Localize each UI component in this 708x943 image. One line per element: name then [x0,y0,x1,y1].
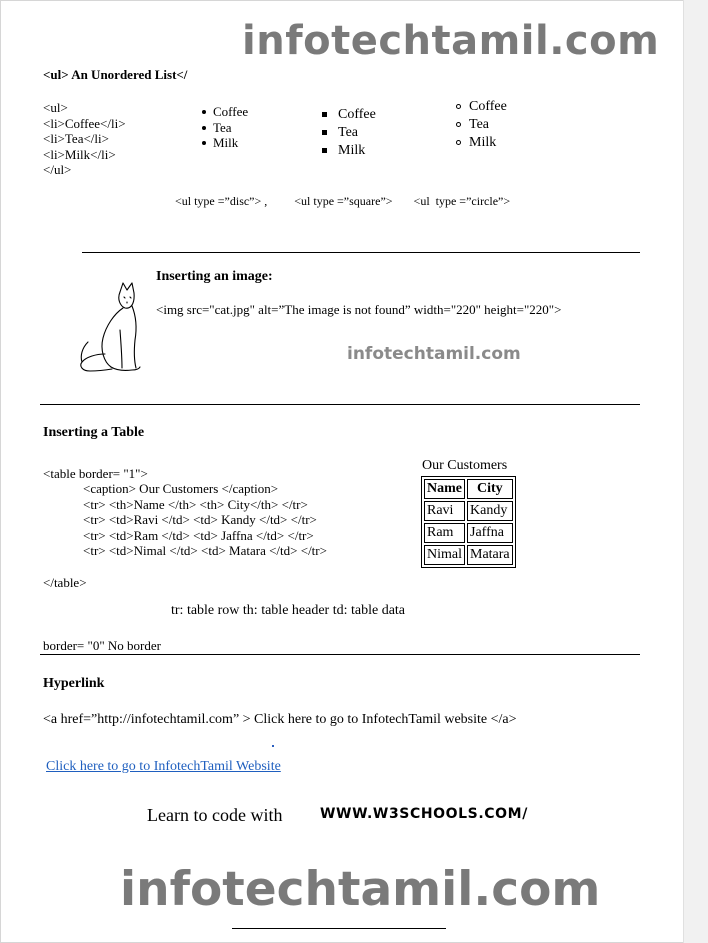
ul-code-line: <li>Coffee</li> [43,115,126,131]
image-heading: Inserting an image: [156,269,273,284]
square-list [320,106,376,160]
customers-table [421,476,516,568]
list-item: Coffee [201,104,248,120]
table-code-line: <tr> <td>Nimal </td> <td> Matara </td> </tr> [83,543,327,558]
hyperlink-heading: Hyperlink [43,676,105,691]
table-code-line: <tr> <td>Ram </td> <td> Jaffna </td> </tr> [83,527,314,543]
border-note: border= "0" No border [43,638,161,653]
disc-list [201,104,248,151]
table-cell: Jaffna [467,523,513,543]
ul-code-line: </ul> [43,162,72,177]
scrollbar[interactable] [683,0,708,943]
list-item: Milk [201,135,248,151]
table-tags-legend: tr: table row th: table header td: table data [171,603,406,618]
table-row [424,545,513,565]
ul-type-caption: <ul type =”disc”> , <ul type =”square”> <ul type =”circle”> [175,194,511,208]
table-row [424,523,513,543]
divider [40,654,640,655]
learn-text: Learn to code with [147,805,283,825]
image-code: <img src="cat.jpg" alt=”The image is not found” width="220" height="220"> [156,302,562,317]
ul-code-line: <li>Tea</li> [43,131,109,146]
ul-code-line: <li>Milk</li> [43,146,116,162]
table-code-indented [83,481,327,559]
table-cell: Ravi [424,501,465,521]
w3schools-logo: WWW.W3SCHOOLS.COM/ [320,806,528,822]
list-item: Coffee [320,106,376,124]
table-header-cell: Name [424,479,465,499]
table-code-first: <table border= "1"> [43,466,148,481]
table-cell: Ram [424,523,465,543]
watermark-bottom: infotechtamil.com [120,862,601,917]
list-item: Coffee [455,98,507,116]
table-header-cell: City [467,479,513,499]
table-code-line: <tr> <td>Ravi </td> <td> Kandy </td> </tr> [83,512,317,527]
table-code-line: <tr> <th>Name </th> <th> City</th> </tr> [83,496,308,512]
ul-code-line: <ul> [43,100,68,115]
circle-list [455,98,507,152]
table-cell: Kandy [467,501,513,521]
watermark-top: infotechtamil.com [242,18,660,64]
table-row [424,501,513,521]
table-caption: Our Customers [422,458,508,473]
ul-heading: <ul> An Unordered List</ [43,67,188,82]
list-item: Milk [320,142,376,160]
cat-sketch-icon [76,282,152,374]
table-heading: Inserting a Table [43,425,145,440]
hyperlink-code: <a href=”http://infotechtamil.com” > Click here to go to InfotechTamil website </a> [43,712,517,727]
table-cell: Nimal [424,545,465,565]
infotechtamil-link[interactable]: Click here to go to InfotechTamil Website [46,759,281,774]
list-item: Milk [455,134,507,152]
ul-code-block [43,100,126,178]
list-item: Tea [201,120,248,136]
watermark-middle: infotechtamil.com [347,344,521,364]
list-item: Tea [455,116,507,134]
stray-mark [272,745,274,747]
table-code-last: </table> [43,575,87,590]
bottom-rule [232,928,446,929]
table-cell: Matara [467,545,513,565]
table-code-line: <caption> Our Customers </caption> [83,481,279,496]
divider [82,252,640,253]
list-item: Tea [320,124,376,142]
divider [40,404,640,405]
table-header-row [424,479,513,499]
